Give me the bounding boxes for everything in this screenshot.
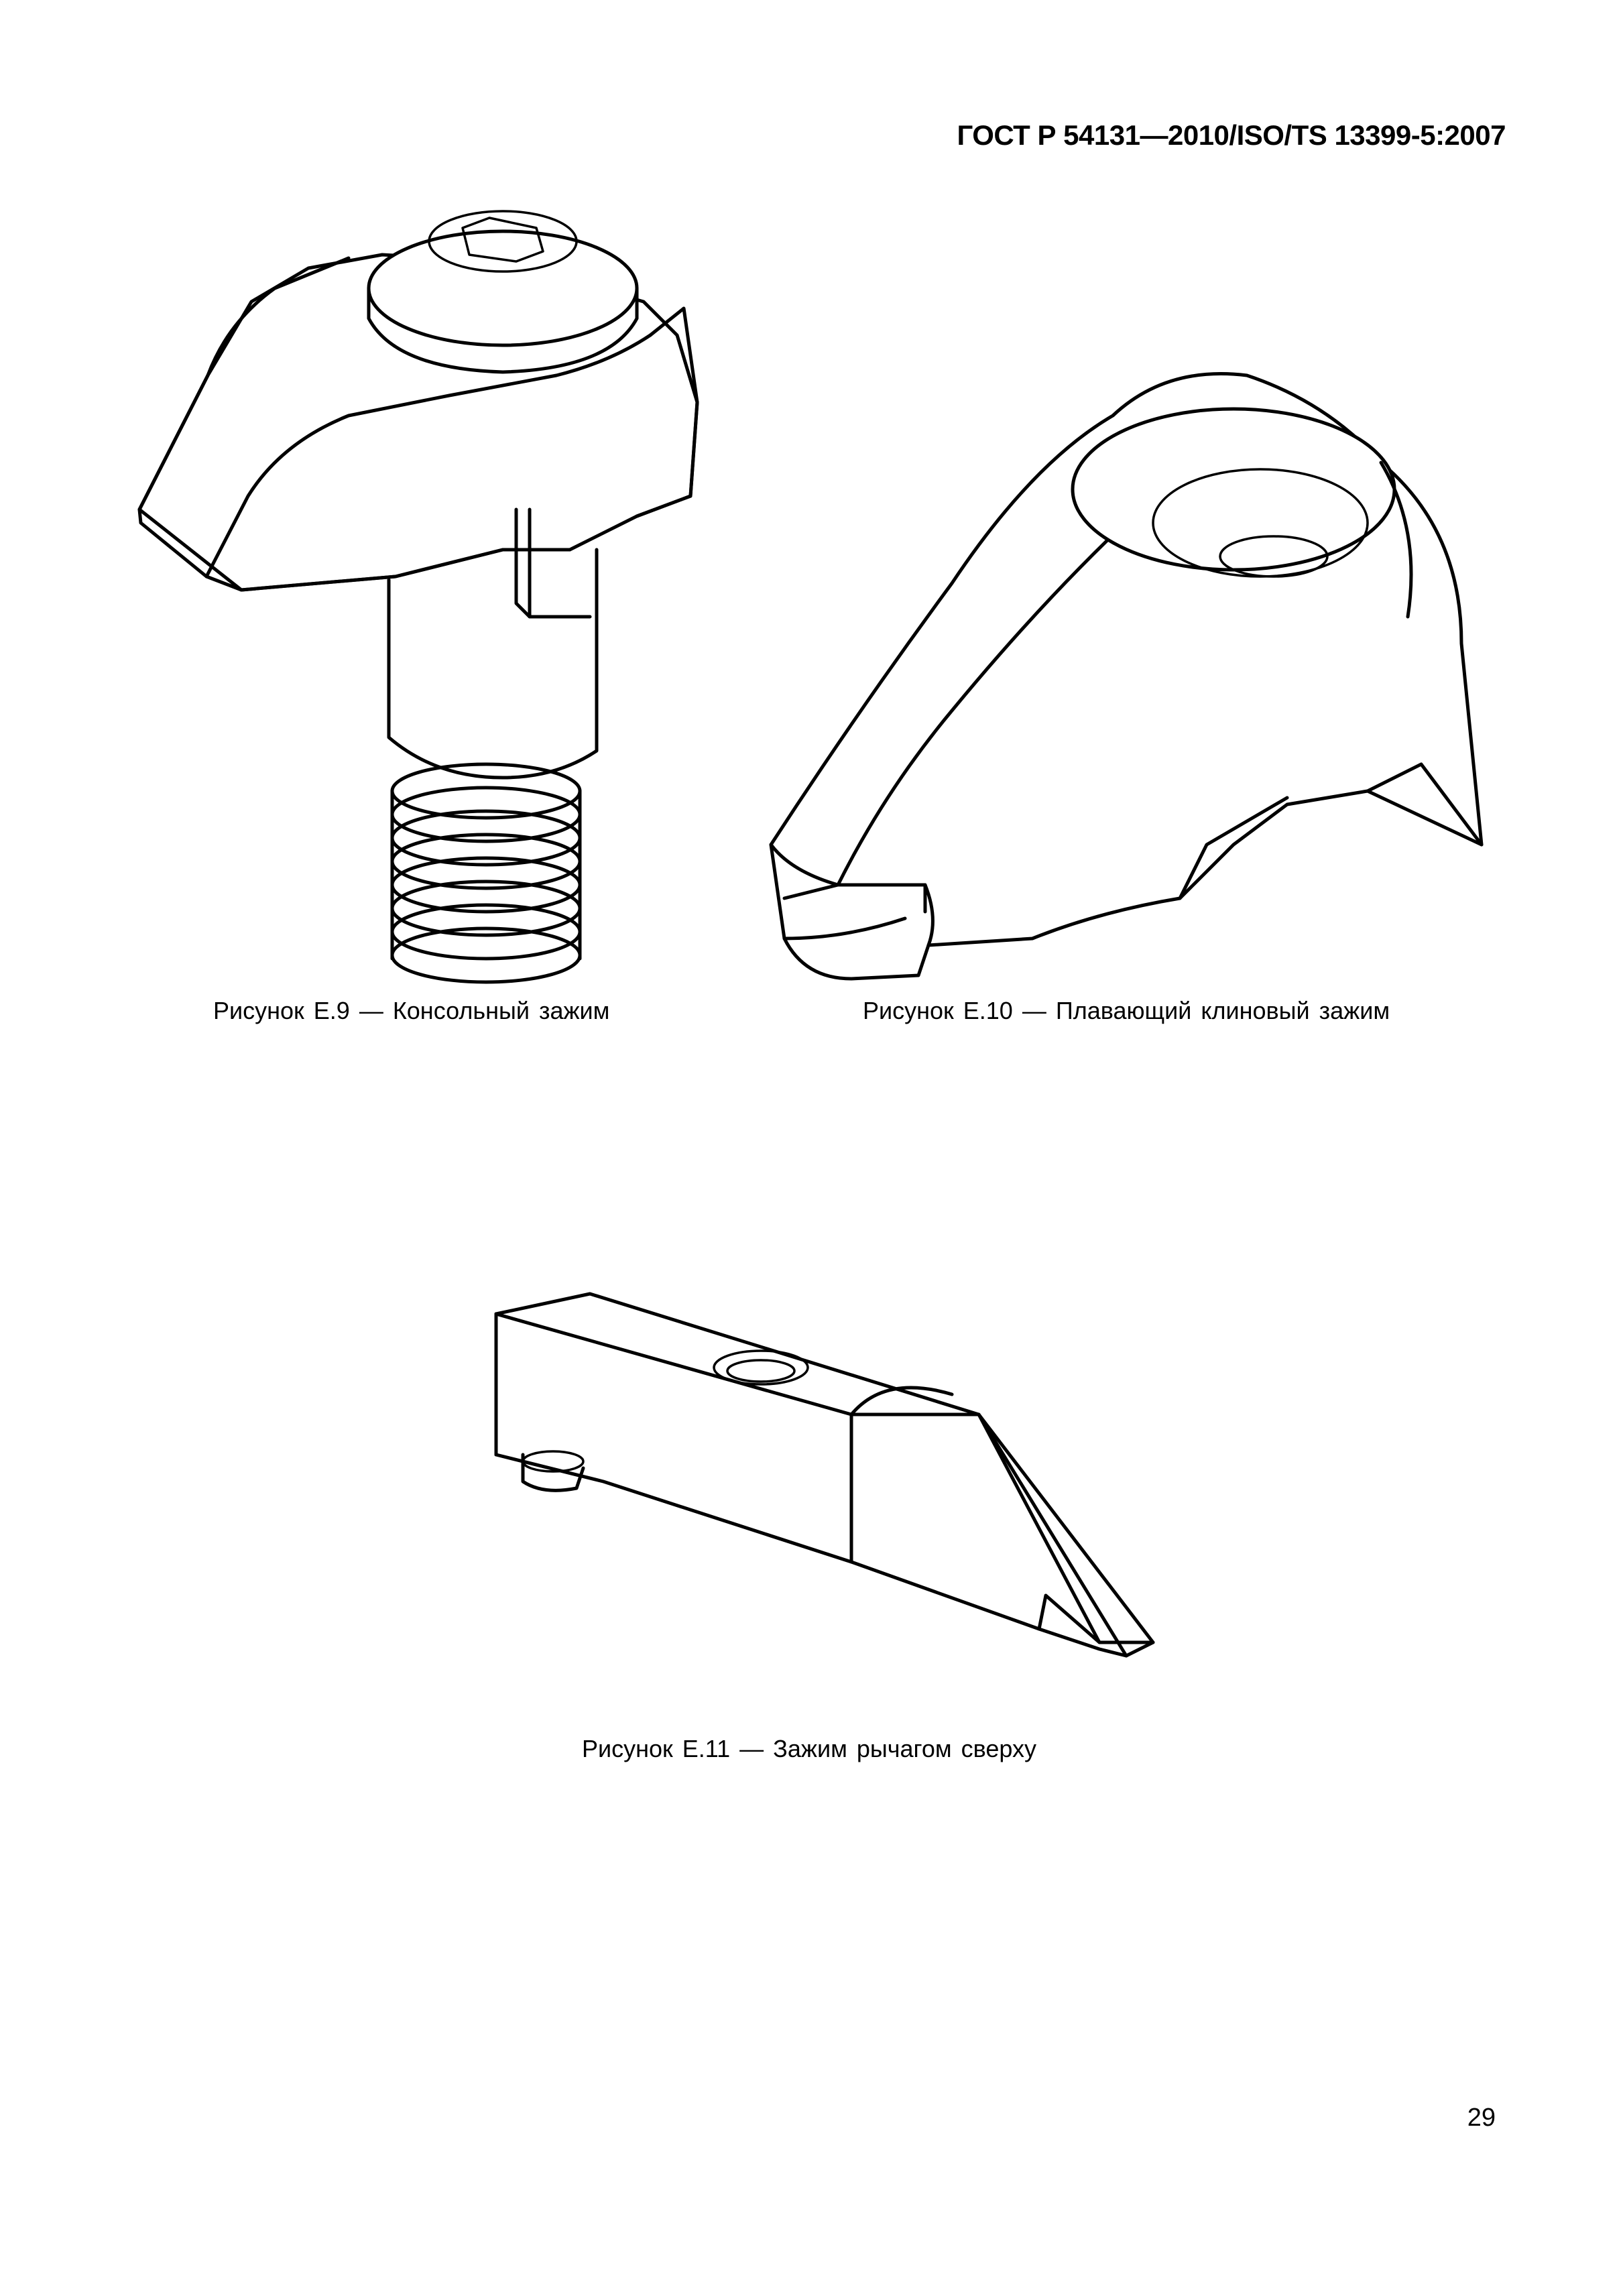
figure-e11-caption: Рисунок Е.11 — Зажим рычагом сверху xyxy=(582,1735,1037,1762)
thread xyxy=(392,764,580,982)
page-number: 29 xyxy=(1467,2104,1496,2132)
figure-e11-drawing xyxy=(483,1280,1187,1709)
figure-e9-caption: Рисунок Е.9 — Консольный зажим xyxy=(213,997,610,1024)
document-header: ГОСТ Р 54131—2010/ISO/TS 13399-5:2007 xyxy=(957,119,1506,151)
figure-e10-caption: Рисунок Е.10 — Плавающий клиновый зажим xyxy=(863,997,1390,1024)
figure-e10-drawing xyxy=(751,362,1508,1006)
figure-e9-drawing xyxy=(127,201,731,992)
